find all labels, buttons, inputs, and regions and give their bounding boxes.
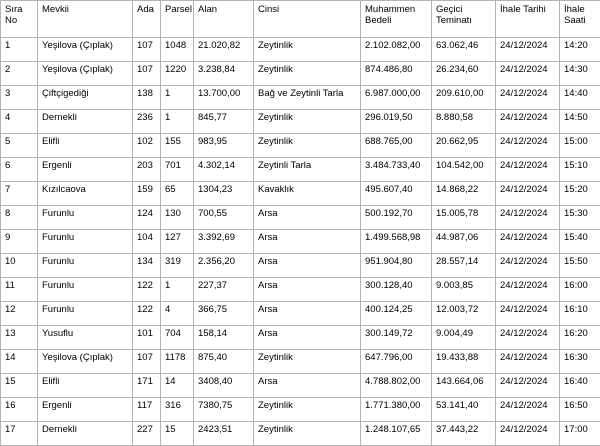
table-row [1, 182, 600, 206]
cell-gecici-teminati: 8.880,58 [432, 110, 496, 134]
cell-parsel: 701 [161, 158, 194, 182]
cell-muhammen-bedeli: 500.192,70 [361, 206, 432, 230]
cell-mevkii: Kızılcaova [38, 182, 133, 206]
cell-alan: 700,55 [194, 206, 254, 230]
cell-ihale-saati: 15:50 [560, 254, 600, 278]
table-row [1, 422, 600, 446]
cell-ada: 101 [133, 326, 161, 350]
cell-mevkii: Elifli [38, 134, 133, 158]
table-row [1, 62, 600, 86]
table-row [1, 38, 600, 62]
cell-ihale-tarihi: 24/12/2024 [496, 110, 560, 134]
cell-parsel: 316 [161, 398, 194, 422]
cell-alan: 3408,40 [194, 374, 254, 398]
cell-alan: 4.302,14 [194, 158, 254, 182]
cell-muhammen-bedeli: 300.149,72 [361, 326, 432, 350]
cell-muhammen-bedeli: 4.788.802,00 [361, 374, 432, 398]
cell-ihale-tarihi: 24/12/2024 [496, 374, 560, 398]
cell-parsel: 1178 [161, 350, 194, 374]
cell-ihale-tarihi: 24/12/2024 [496, 350, 560, 374]
cell-parsel: 1048 [161, 38, 194, 62]
cell-parsel: 14 [161, 374, 194, 398]
cell-ihale-tarihi: 24/12/2024 [496, 62, 560, 86]
cell-sira-no: 5 [1, 134, 38, 158]
cell-gecici-teminati: 104.542,00 [432, 158, 496, 182]
column-header-alan: Alan [194, 1, 254, 38]
cell-mevkii: Ergenli [38, 398, 133, 422]
cell-alan: 2423,51 [194, 422, 254, 446]
cell-ihale-tarihi: 24/12/2024 [496, 182, 560, 206]
cell-sira-no: 13 [1, 326, 38, 350]
cell-alan: 21.020,82 [194, 38, 254, 62]
cell-muhammen-bedeli: 874.486,80 [361, 62, 432, 86]
cell-cinsi: Arsa [254, 254, 361, 278]
cell-gecici-teminati: 26.234,60 [432, 62, 496, 86]
cell-cinsi: Arsa [254, 326, 361, 350]
cell-sira-no: 16 [1, 398, 38, 422]
column-header-gecici-teminati: Geçici Teminatı [432, 1, 496, 38]
column-header-mevkii: Mevkii [38, 1, 133, 38]
cell-sira-no: 9 [1, 230, 38, 254]
cell-ihale-saati: 16:20 [560, 326, 600, 350]
cell-gecici-teminati: 143.664,06 [432, 374, 496, 398]
table-row [1, 398, 600, 422]
cell-ada: 122 [133, 278, 161, 302]
cell-ihale-saati: 14:30 [560, 62, 600, 86]
cell-alan: 1304,23 [194, 182, 254, 206]
cell-parsel: 4 [161, 302, 194, 326]
cell-ada: 138 [133, 86, 161, 110]
cell-ada: 102 [133, 134, 161, 158]
cell-ada: 203 [133, 158, 161, 182]
cell-ada: 107 [133, 38, 161, 62]
cell-ada: 171 [133, 374, 161, 398]
cell-ihale-tarihi: 24/12/2024 [496, 230, 560, 254]
cell-ihale-saati: 16:50 [560, 398, 600, 422]
cell-cinsi: Arsa [254, 302, 361, 326]
cell-ihale-tarihi: 24/12/2024 [496, 398, 560, 422]
cell-ihale-saati: 16:10 [560, 302, 600, 326]
cell-sira-no: 7 [1, 182, 38, 206]
cell-muhammen-bedeli: 688.765,00 [361, 134, 432, 158]
table-header-row [1, 1, 600, 38]
cell-sira-no: 8 [1, 206, 38, 230]
cell-ihale-tarihi: 24/12/2024 [496, 38, 560, 62]
table-row [1, 278, 600, 302]
cell-mevkii: Furunlu [38, 206, 133, 230]
cell-ihale-tarihi: 24/12/2024 [496, 158, 560, 182]
cell-ihale-saati: 15:00 [560, 134, 600, 158]
cell-parsel: 1 [161, 278, 194, 302]
cell-alan: 13.700,00 [194, 86, 254, 110]
cell-ada: 107 [133, 350, 161, 374]
cell-cinsi: Zeytinlik [254, 110, 361, 134]
cell-ihale-saati: 14:40 [560, 86, 600, 110]
cell-gecici-teminati: 44.987,06 [432, 230, 496, 254]
cell-alan: 7380,75 [194, 398, 254, 422]
cell-mevkii: Furunlu [38, 230, 133, 254]
cell-gecici-teminati: 28.557,14 [432, 254, 496, 278]
table-row [1, 110, 600, 134]
table-row [1, 158, 600, 182]
cell-muhammen-bedeli: 1.771.380,00 [361, 398, 432, 422]
cell-muhammen-bedeli: 300.128,40 [361, 278, 432, 302]
cell-ada: 107 [133, 62, 161, 86]
column-header-cinsi: Cinsi [254, 1, 361, 38]
cell-ihale-saati: 15:10 [560, 158, 600, 182]
cell-sira-no: 1 [1, 38, 38, 62]
cell-sira-no: 11 [1, 278, 38, 302]
cell-sira-no: 15 [1, 374, 38, 398]
cell-parsel: 155 [161, 134, 194, 158]
cell-gecici-teminati: 14.868,22 [432, 182, 496, 206]
cell-gecici-teminati: 209.610,00 [432, 86, 496, 110]
cell-ihale-tarihi: 24/12/2024 [496, 302, 560, 326]
cell-alan: 875,40 [194, 350, 254, 374]
cell-ihale-tarihi: 24/12/2024 [496, 86, 560, 110]
cell-mevkii: Dernekli [38, 422, 133, 446]
cell-ihale-saati: 15:20 [560, 182, 600, 206]
table-row [1, 350, 600, 374]
table-row [1, 254, 600, 278]
cell-cinsi: Arsa [254, 374, 361, 398]
cell-parsel: 65 [161, 182, 194, 206]
cell-alan: 158,14 [194, 326, 254, 350]
cell-mevkii: Yeşilova (Çıplak) [38, 350, 133, 374]
cell-ihale-saati: 16:30 [560, 350, 600, 374]
cell-sira-no: 2 [1, 62, 38, 86]
cell-sira-no: 14 [1, 350, 38, 374]
cell-mevkii: Furunlu [38, 254, 133, 278]
table-row [1, 374, 600, 398]
cell-muhammen-bedeli: 495.607,40 [361, 182, 432, 206]
table-row [1, 206, 600, 230]
cell-cinsi: Zeytinlik [254, 350, 361, 374]
cell-muhammen-bedeli: 296.019,50 [361, 110, 432, 134]
table-row [1, 134, 600, 158]
cell-sira-no: 17 [1, 422, 38, 446]
cell-cinsi: Zeytinlik [254, 422, 361, 446]
cell-mevkii: Çiftçigediği [38, 86, 133, 110]
cell-ada: 124 [133, 206, 161, 230]
cell-sira-no: 12 [1, 302, 38, 326]
cell-alan: 2.356,20 [194, 254, 254, 278]
cell-ada: 134 [133, 254, 161, 278]
cell-muhammen-bedeli: 647.796,00 [361, 350, 432, 374]
cell-ihale-tarihi: 24/12/2024 [496, 422, 560, 446]
cell-gecici-teminati: 20.662,95 [432, 134, 496, 158]
cell-ihale-tarihi: 24/12/2024 [496, 206, 560, 230]
cell-cinsi: Arsa [254, 206, 361, 230]
cell-ada: 104 [133, 230, 161, 254]
cell-ihale-saati: 16:40 [560, 374, 600, 398]
cell-muhammen-bedeli: 400.124,25 [361, 302, 432, 326]
cell-ihale-tarihi: 24/12/2024 [496, 278, 560, 302]
cell-cinsi: Zeytinlik [254, 398, 361, 422]
cell-parsel: 1220 [161, 62, 194, 86]
column-header-ihale-saati: İhale Saati [560, 1, 600, 38]
cell-sira-no: 6 [1, 158, 38, 182]
cell-cinsi: Kavaklık [254, 182, 361, 206]
column-header-parsel: Parsel [161, 1, 194, 38]
cell-sira-no: 10 [1, 254, 38, 278]
cell-ada: 122 [133, 302, 161, 326]
cell-muhammen-bedeli: 3.484.733,40 [361, 158, 432, 182]
cell-muhammen-bedeli: 1.499.568,98 [361, 230, 432, 254]
cell-parsel: 130 [161, 206, 194, 230]
cell-gecici-teminati: 9.004,49 [432, 326, 496, 350]
cell-gecici-teminati: 12.003,72 [432, 302, 496, 326]
cell-alan: 845,77 [194, 110, 254, 134]
cell-mevkii: Yeşilova (Çıplak) [38, 38, 133, 62]
cell-sira-no: 4 [1, 110, 38, 134]
cell-parsel: 15 [161, 422, 194, 446]
cell-alan: 3.392,69 [194, 230, 254, 254]
table-row [1, 86, 600, 110]
cell-sira-no: 3 [1, 86, 38, 110]
table-header [1, 1, 600, 38]
column-header-muhammen-bedeli: Muhammen Bedeli [361, 1, 432, 38]
cell-mevkii: Yusuflu [38, 326, 133, 350]
cell-parsel: 1 [161, 110, 194, 134]
cell-alan: 366,75 [194, 302, 254, 326]
cell-alan: 227,37 [194, 278, 254, 302]
column-header-sira-no: Sıra No [1, 1, 38, 38]
cell-cinsi: Zeytinlik [254, 62, 361, 86]
cell-parsel: 127 [161, 230, 194, 254]
cell-gecici-teminati: 53.141,40 [432, 398, 496, 422]
cell-alan: 983,95 [194, 134, 254, 158]
cell-gecici-teminati: 63.062,46 [432, 38, 496, 62]
table-row [1, 230, 600, 254]
cell-muhammen-bedeli: 1.248.107,65 [361, 422, 432, 446]
cell-parsel: 1 [161, 86, 194, 110]
column-header-ihale-tarihi: İhale Tarihi [496, 1, 560, 38]
cell-ihale-saati: 14:20 [560, 38, 600, 62]
cell-mevkii: Elifli [38, 374, 133, 398]
cell-parsel: 319 [161, 254, 194, 278]
cell-gecici-teminati: 9.003,85 [432, 278, 496, 302]
cell-mevkii: Furunlu [38, 302, 133, 326]
cell-ada: 159 [133, 182, 161, 206]
cell-mevkii: Yeşilova (Çıplak) [38, 62, 133, 86]
cell-ada: 117 [133, 398, 161, 422]
cell-ihale-saati: 16:00 [560, 278, 600, 302]
cell-muhammen-bedeli: 6.987.000,00 [361, 86, 432, 110]
table-row [1, 326, 600, 350]
cell-gecici-teminati: 15.005,78 [432, 206, 496, 230]
cell-cinsi: Arsa [254, 230, 361, 254]
column-header-ada: Ada [133, 1, 161, 38]
cell-gecici-teminati: 37.443,22 [432, 422, 496, 446]
cell-ada: 236 [133, 110, 161, 134]
cell-muhammen-bedeli: 951.904,80 [361, 254, 432, 278]
cell-ihale-tarihi: 24/12/2024 [496, 254, 560, 278]
table-body [1, 38, 600, 446]
cell-ihale-saati: 17:00 [560, 422, 600, 446]
table-row [1, 302, 600, 326]
cell-cinsi: Zeytinlik [254, 38, 361, 62]
cell-ihale-tarihi: 24/12/2024 [496, 134, 560, 158]
cell-ada: 227 [133, 422, 161, 446]
cell-alan: 3.238,84 [194, 62, 254, 86]
cell-ihale-saati: 15:40 [560, 230, 600, 254]
cell-mevkii: Ergenli [38, 158, 133, 182]
cell-ihale-saati: 14:50 [560, 110, 600, 134]
cell-cinsi: Arsa [254, 278, 361, 302]
cell-mevkii: Dernekli [38, 110, 133, 134]
cell-parsel: 704 [161, 326, 194, 350]
cell-cinsi: Zeytinlik [254, 134, 361, 158]
cell-cinsi: Zeytinli Tarla [254, 158, 361, 182]
cell-cinsi: Bağ ve Zeytinli Tarla [254, 86, 361, 110]
cell-ihale-saati: 15:30 [560, 206, 600, 230]
cell-muhammen-bedeli: 2.102.082,00 [361, 38, 432, 62]
cell-ihale-tarihi: 24/12/2024 [496, 326, 560, 350]
cell-mevkii: Furunlu [38, 278, 133, 302]
cell-gecici-teminati: 19.433,88 [432, 350, 496, 374]
